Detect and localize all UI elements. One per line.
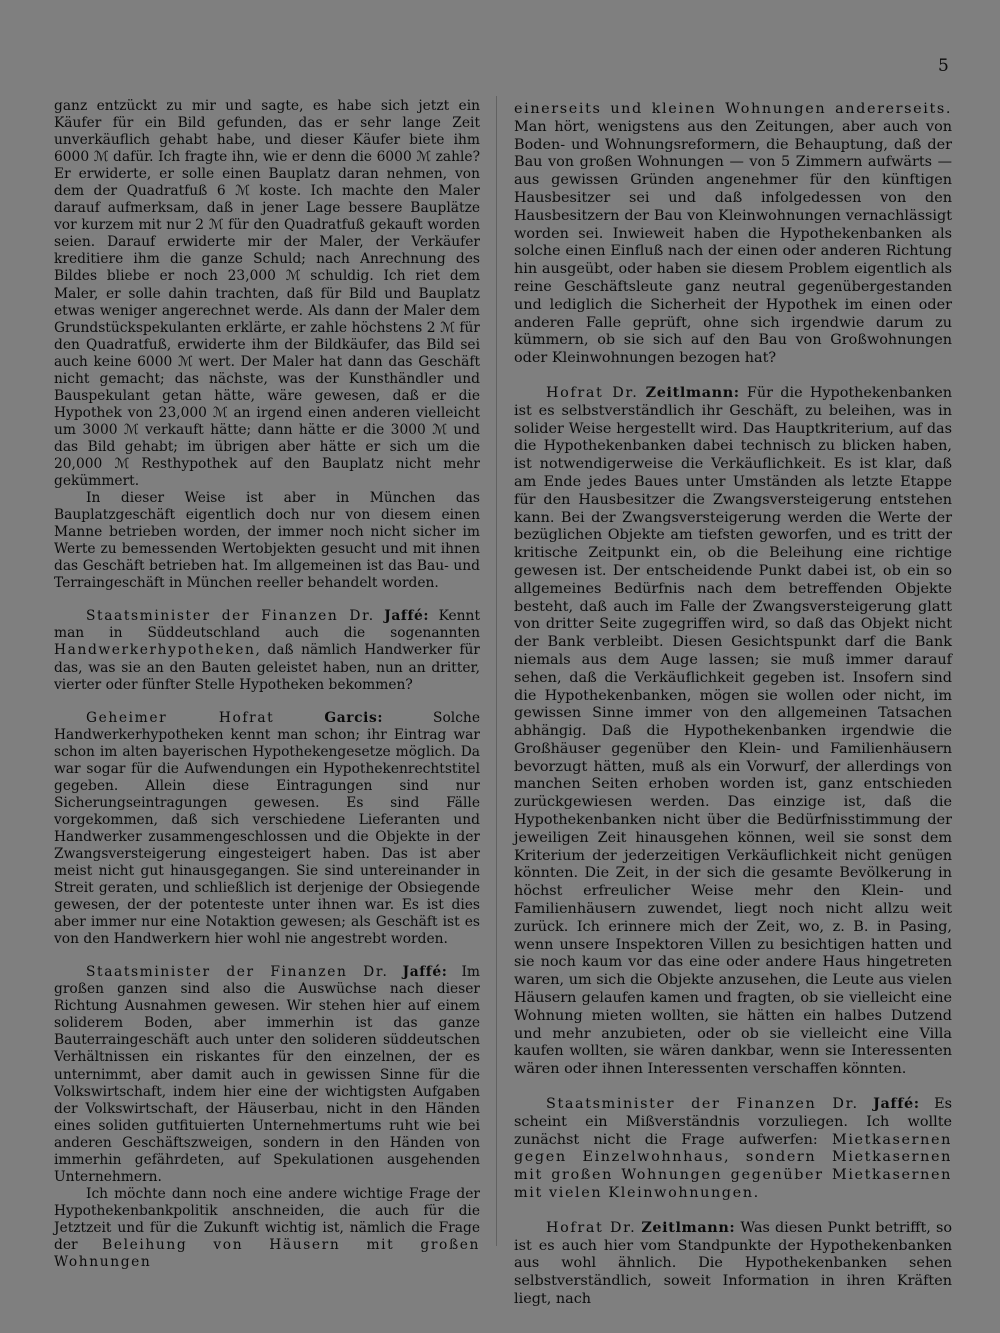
speaker-title: Staatsminister der Finanzen Dr. — [86, 964, 389, 981]
speaker-title: Staatsminister der Finanzen Dr. — [86, 608, 375, 625]
speech-text: Man hört, wenigstens aus den Zeitungen, aber auch von Boden- und Wohnungsreformern, die Behauptung, daß der Bau von großen Wohnungen — von 5 Zimmern aufwärts — aus gewissen Gründen angenehmer für den künftigen Hausbesitzer sei und daß infolgedessen von den Hausbesitzern der Bau von Kleinwohnungen vernachlässigt worden sei. Inwieweit haben die Hypothekenbanken als solche einen Einfluß nach der einen oder anderen Richtung hin ausgeübt, oder haben sie diesem Problem eigentlich als reine Geschäftsleute ganz neutral gegenübergestanden und lediglich die Sicherheit der Hypothek im einen oder anderen Falle geprüft, ohne sich irgendwie darum zu kümmern, ob sie sich auf den Bau von Großwohnungen oder Kleinwohnungen bezogen hat? — [514, 118, 952, 367]
speaker-title: Staatsminister der Finanzen Dr. — [546, 1096, 859, 1113]
paragraph — [514, 101, 952, 368]
speaker-name: Jaffé: — [384, 608, 430, 625]
speech-text: , daß nämlich Handwerker für das, was sie an den Bauten geleistet haben, nun an dritter, vierter oder fünfter Stelle Hypotheken bekommen? — [54, 642, 480, 693]
speech-text: Solche Handwerkerhypotheken kennt man schon; ihr Eintrag war schon im alten bayerischen Hypothekengesetze möglich. Da war sogar für die Aufwendungen ein Hypothekenrechtstitel gegeben. Allein diese Eintragungen sind nur Sicherungseintragungen gewesen. Es sind Fälle vorgekommen, daß sich verschiedene Lieferanten und Handwerker zusammengeschlossen und die Objekte in der Zwangsversteigerung eingesteigert haben. Das ist aber meist nicht gut hinausgegangen. Sie sind untereinander in Streit geraten, und schließlich ist derjenige der Obsiegende gewesen, der der potenteste unter ihnen war. Es ist dies aber immer nur eine Notaktion gewesen; als Geschäft ist es von den Handwerkern hier wohl nie angestrebt worden. — [54, 709, 480, 948]
emphasized-term: Beleihung von Häusern mit großen Wohnungen — [54, 1237, 481, 1271]
emphasized-term: Handwerkerhypotheken — [54, 642, 256, 659]
page-number: 5 — [938, 56, 949, 76]
speaker-title: Hofrat Dr. — [546, 1219, 637, 1236]
speaker-name: Jaffé: — [402, 964, 448, 981]
speaker-title: Hofrat Dr. — [546, 384, 639, 401]
speech-text: Für die Hypothekenbanken ist es selbstverständlich ihr Geschäft, zu beleihen, was in solider Weise hergestellt wird. Das Hauptkriterium, auf das die Hypothekenbanken dabei technisch zu blicken haben, ist notwendigerweise die Verkäuflichkeit. Es ist klar, daß am Ende jedes Baues unter Umständen als letzte Etappe für den Hausbesitzer die Zwangsversteigerung entstehen kann. Bei der Zwangsversteigerung werden die Werte der bezüglichen Objekte am tiefsten geworfen, und es tritt der kritische Zeitpunkt ein, ob die Beleihung eine richtige gewesen ist. Der entscheidende Punkt dabei ist, ob ein so allgemeines Bedürfnis nach dem betreffenden Objekte besteht, daß auch im Falle der Zwangsversteigerung glatt von dritter Seite zugegriffen wird, so daß das Objekt nicht der Bank verbleibt. Diesen Gesichtspunkt darf die Bank niemals aus dem Auge lassen; sie muß immer darauf sehen, daß die Verkäuflichkeit gegeben ist. Insofern sind die Hypothekenbanken, mögen sie wollen oder nicht, im gewissen Sinne immer von den allgemeinen Tatsachen abhängig. Daß die Hypothekenbanken irgendwie die Großhäuser gegenüber den Klein- und Familienhäusern bevorzugt hätten, muß als ein Vorwurf, der allerdings von manchen Seiten erhoben worden ist, ganz entschieden zurückgewiesen werden. Das einzige ist, daß die Hypothekenbanken nicht über die Bedürfnisstimmung der jeweiligen Zeit hinausgehen können, weil sie sonst dem Kriterium der jederzeitigen Verkäuflichkeit nicht genügen könnten. Die Zeit, in der sich die gesamte Bevölkerung in höchst erfreulicher Weise mehr den Klein- und Familienhäusern zuwendet, liegt noch nicht allzu weit zurück. Ich erinnere mich der Zeit, wo, z. B. in Pasing, wenn unsere Inspektoren Villen zu besichtigen hatten und sie noch kaum vor das eine oder andere Haus hingetreten waren, um sich die Objekte anzusehen, die Leute aus vielen Häusern gelaufen kamen und fragten, ob sie vielleicht eine Wohnung mieten wollten, sie hätten ein halbes Dutzend und mehr anzubieten, oder ob sie vielleicht eine Villa kaufen wollten, sie wären dankbar, wenn sie Interessenten wären oder ihnen Interessenten verschaffen könnten. — [514, 384, 953, 1078]
speech-text: Im großen ganzen sind also die Auswüchse nach dieser Richtung Ausnahmen gewesen. Wir stehen hier auf einem soliderem Boden, aber immerhin ist das ganze Bauterraingeschäft auch unter den solideren süddeutschen Verhältnissen ein riskantes für den einzelnen, der es unternimmt, aber damit auch in gewissen Sinne für die Volkswirtschaft, indem hier eine der wichtigsten Aufgaben der Volkswirtschaft, der Häuserbau, nicht in den Händen eines soliden gutfituierten Unternehmertums ruht wie bei anderen Geschäftszweigen, sondern in den Händen von immerhin gefährdeten, auf Spekulationen ausgehenden Unternehmern. — [54, 964, 480, 1185]
right-column — [514, 101, 952, 1309]
speech-text: Ich möchte dann noch eine andere wichtige Frage der Hypothekenbankpolitik anschneiden, die auch für die Jetztzeit und für die Zukunft wichtig ist, nämlich die Frage der — [54, 1185, 480, 1253]
speaker-name: Zeitlmann: — [645, 383, 740, 401]
speech-jaffe-2 — [54, 964, 480, 1186]
speech-jaffe-1 — [54, 608, 480, 693]
speaker-name: Zeitlmann: — [641, 1218, 736, 1236]
speech-text: Es scheint ein Mißverständnis vorzuliegen. Ich wollte zunächst nicht die Frage aufwerfen: — [514, 1096, 952, 1148]
emphasized-term: einerseits und kleinen Wohnungen andererseits. — [514, 101, 952, 117]
column-divider — [496, 96, 497, 1246]
emphasized-term: Mietkasernen gegen Einzelwohnhaus, sondern Mietkasernen mit großen Wohnungen gegenüber Mietkasernen mit vielen Kleinwohnungen. — [514, 1131, 952, 1202]
paragraph: In dieser Weise ist aber in München das Bauplatzgeschäft eigentlich doch nur von diesem einen Manne betrieben worden, der immer noch nicht sicher im Werte zu bemessenden Wertobjekten gesucht und mit ihnen das Geschäft betrieben hat. Im allgemeinen ist das Bau- und Terraingeschäft in München reeller behandelt worden. — [54, 490, 480, 592]
speech-garcis — [54, 710, 480, 949]
speech-zeitlmann-2 — [514, 1219, 952, 1309]
paragraph — [54, 1186, 480, 1271]
left-column — [54, 98, 480, 1271]
speaker-name: Garcis: — [324, 709, 384, 726]
speaker-title: Geheimer Hofrat — [86, 709, 275, 726]
paragraph: ganz entzückt zu mir und sagte, es habe sich jetzt ein Käufer für ein Bild gefunden, das er sehr lange Zeit unverkäuflich gehabt habe, und dieser Käufer biete ihm 6000 ℳ dafür. Ich fragte ihn, wie er denn die 6000 ℳ zahle? Er erwiderte, er solle einen Bauplatz daran nehmen, von dem der Quadratfuß 6 ℳ koste. Ich machte den Maler darauf aufmerksam, daß in jener Lage bessere Bauplätze vor kurzem mit nur 2 ℳ für den Quadratfuß gekauft worden seien. Darauf erwiderte mir der Maler, der Verkäufer kreditiere ihm die ganze Schuld; nach Anrechnung des Bildes bliebe er noch 23,000 ℳ schuldig. Ich riet dem Maler, er solle dahin trachten, daß für Bild und Bauplatz etwas weniger angerechnet werde. Als dann der Maler dem Grundstückspekulanten erklärte, er zahle höchstens 2 ℳ für den Quadratfuß, erwiderte ihm der Bildkäufer, das Bild sei auch keine 6000 ℳ wert. Der Maler hat dann das Geschäft nicht gemacht; das nächste, was der Kunsthändler und Bauspekulant getan hätte, wäre gewesen, daß er die Hypothek von 23,000 ℳ an irgend einen anderen vielleicht um 3000 ℳ verkauft hätte; dann hätte er die 3000 ℳ und das Bild gehabt; im übrigen aber hätte er sich um die 20,000 ℳ Resthypothek auf den Bauplatz nicht mehr gekümmert. — [54, 98, 480, 490]
speech-text: Was diesen Punkt betrifft, so ist es auch hier vom Standpunkte der Hypothekenbanken aus wohl ähnlich. Die Hypothekenbanken sehen selbstverständlich, soweit Information in ihren Kräften liegt, nach — [514, 1219, 952, 1307]
speech-zeitlmann-1 — [514, 384, 952, 1079]
speech-jaffe-3 — [514, 1095, 952, 1203]
speaker-name: Jaffé: — [873, 1095, 920, 1113]
speech-text: Kennt man in Süddeutschland auch die sogenannten — [54, 608, 480, 642]
